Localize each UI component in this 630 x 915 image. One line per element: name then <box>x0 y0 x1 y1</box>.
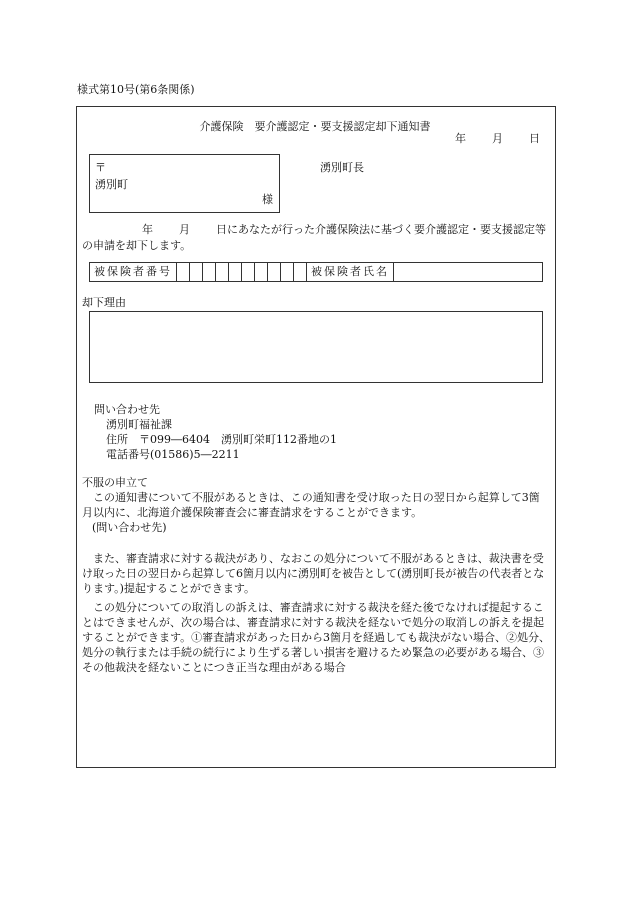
date-month: 月 <box>492 132 503 145</box>
insured-number-digit <box>216 263 229 281</box>
form-number-label: 様式第10号(第6条関係) <box>77 83 195 96</box>
insured-info-row <box>89 262 543 282</box>
insured-number-digit <box>255 263 268 281</box>
appeal-contact-note: (問い合わせ先) <box>92 521 167 534</box>
insured-number-digit <box>203 263 216 281</box>
rejection-reason-label: 却下理由 <box>82 296 126 309</box>
insured-name-label: 被保険者氏名 <box>307 263 394 281</box>
date-year: 年 <box>455 132 466 145</box>
appeal-heading: 不服の申立て <box>82 476 148 489</box>
insured-number-digit <box>268 263 281 281</box>
appeal-paragraph-3: この処分についての取消しの訴えは、審査請求に対する裁決を経た後でなければ提起することはできませんが、次の場合は、審査請求に対する裁決を経ないで処分の取消しの訴えを提起することができます。①審査請求があった日から3箇月を経過しても裁決がない場合、②処分、処分の執行または手続の続行により生ずる著しい損害を避けるため緊急の必要がある場合、③その他裁決を経ないことにつき正当な理由がある場合 <box>82 601 551 674</box>
insured-name-field <box>394 263 542 281</box>
sender-name: 湧別町長 <box>320 161 364 174</box>
rejection-reason-box <box>89 311 543 383</box>
appeal-paragraph-2: また、審査請求に対する裁決があり、なおこの処分について不服があるときは、裁決書を受け取った日の翌日から起算して6箇月以内に湧別町を被告として(湧別町長が被告の代表者となります。)提起することができます。 <box>82 552 545 595</box>
insured-number-digit <box>294 263 307 281</box>
insured-number-digit <box>242 263 255 281</box>
date-day: 日 <box>529 132 540 145</box>
intro-paragraph <box>82 222 550 254</box>
postal-mark: 〒 <box>95 161 106 174</box>
intro-year: 年 <box>142 223 153 236</box>
insured-number-digit <box>190 263 203 281</box>
contact-address: 住所 〒099―6404 湧別町栄町112番地の1 <box>106 433 337 446</box>
insured-number-digit <box>177 263 190 281</box>
intro-text: 日にあなたが行った介護保険法に基づく要介護認定・要支援認定等の申請を却下します。 <box>82 223 546 252</box>
recipient-honorific: 様 <box>262 193 273 206</box>
issue-date <box>455 132 540 146</box>
document-title: 介護保険 要介護認定・要支援認定却下通知書 <box>199 120 431 133</box>
contact-department: 湧別町福祉課 <box>106 418 172 431</box>
recipient-town: 湧別町 <box>95 178 128 191</box>
insured-number-digit <box>281 263 294 281</box>
insured-number-label: 被保険者番号 <box>90 263 177 281</box>
intro-month: 月 <box>179 223 190 236</box>
insured-number-digit <box>229 263 242 281</box>
contact-heading: 問い合わせ先 <box>94 403 160 416</box>
contact-phone: 電話番号(01586)5―2211 <box>106 448 240 461</box>
appeal-paragraph-1: この通知書について不服があるときは、この通知書を受け取った日の翌日から起算して3箇月以内に、北海道介護保険審査会に審査請求をすることができます。 <box>82 491 540 519</box>
